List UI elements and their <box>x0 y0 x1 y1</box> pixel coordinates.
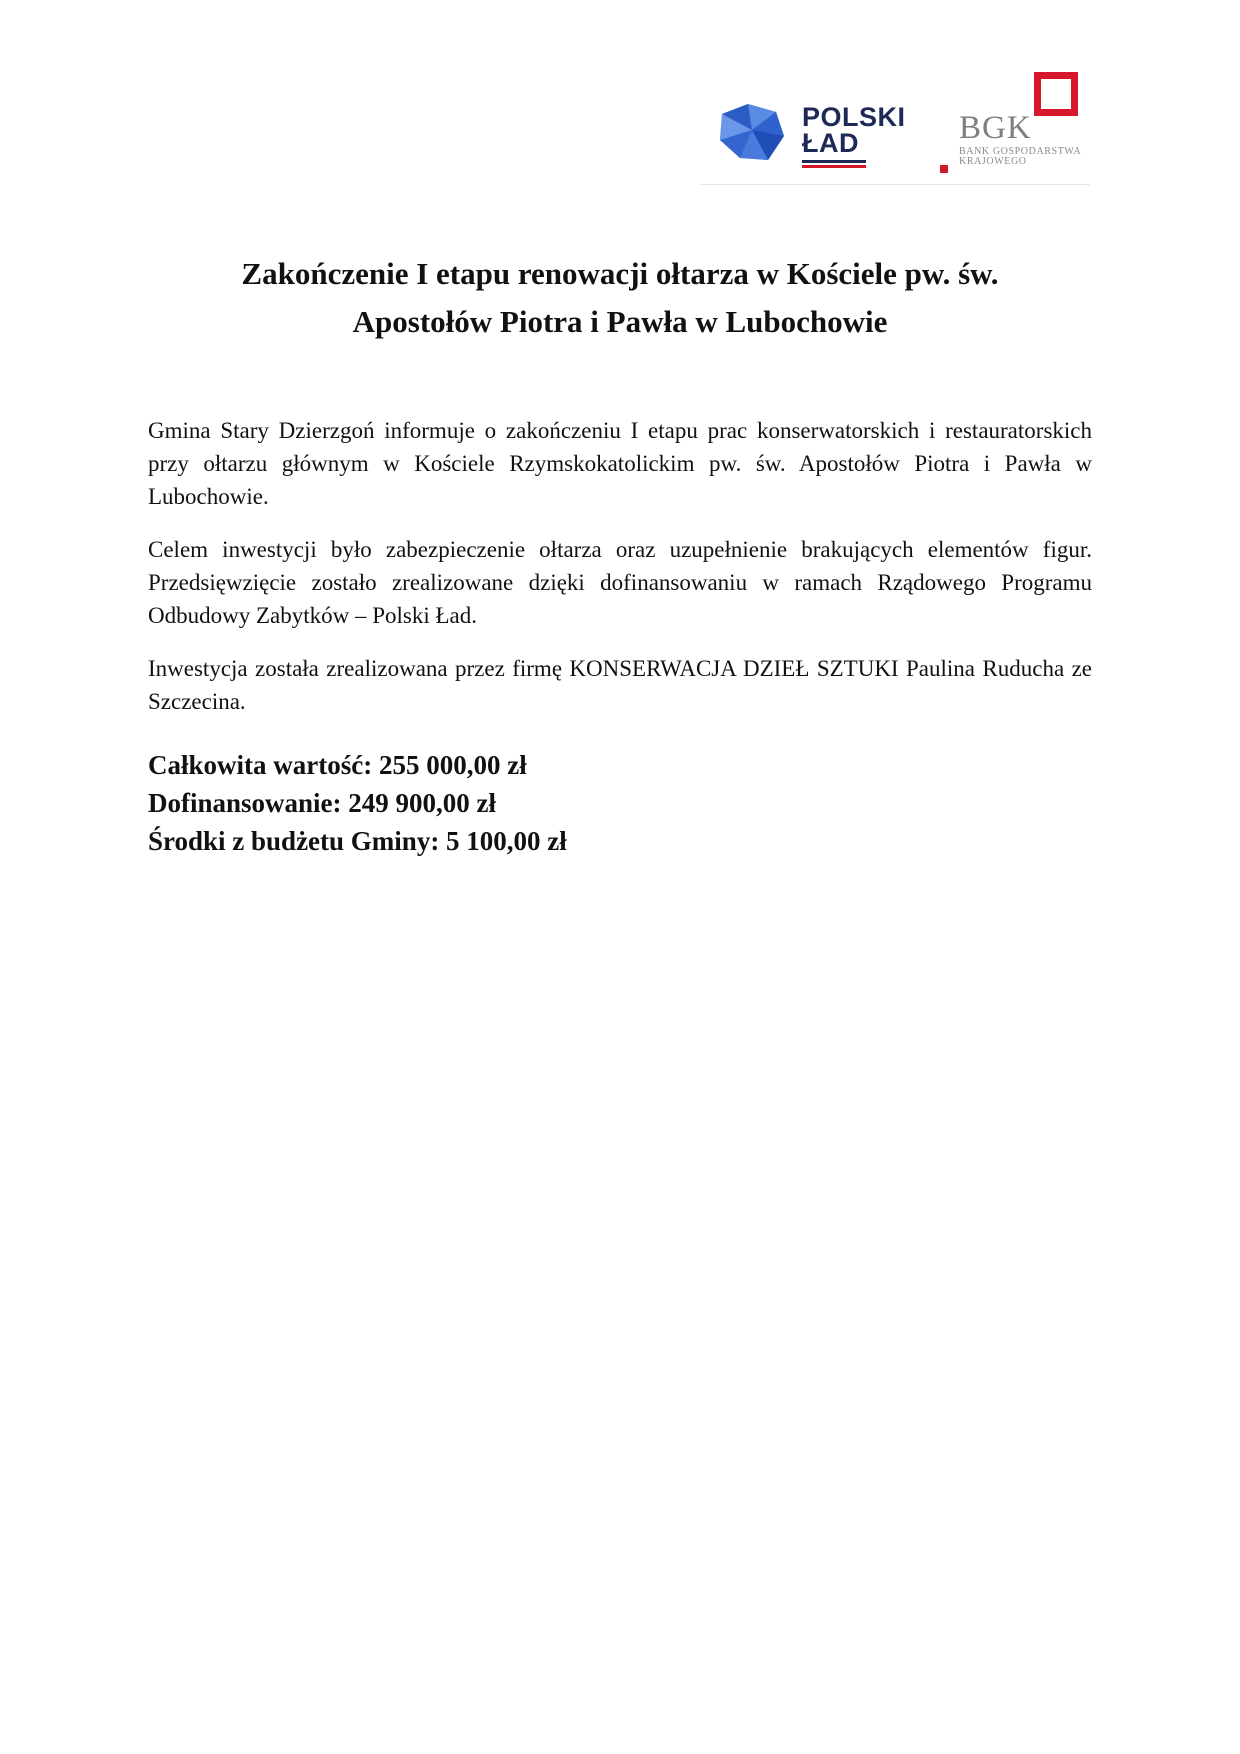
polski-lad-line1: POLSKI <box>802 102 906 132</box>
bgk-logo <box>940 72 1090 182</box>
title-line-2: Apostołów Piotra i Pawła w Lubochowie <box>352 304 888 339</box>
bgk-subtitle <box>959 147 1081 167</box>
bgk-subtitle-line1: BANK GOSPODARSTWA <box>959 146 1082 157</box>
paragraph-contractor: Inwestycja została zrealizowana przez firmę KONSERWACJA DZIEŁ SZTUKI Paulina Ruducha ze Szczecina. <box>148 656 1092 714</box>
paragraph-intro: Gmina Stary Dzierzgoń informuje o zakończeniu I etapu prac konserwatorskich i restauratorskich przy ołtarzu głównym w Kościele Rzymskokatolickim pw. św. Apostołów Piotra i Pawła w Lubochowie. <box>148 418 1092 509</box>
polski-lad-logo <box>718 100 906 170</box>
title-line-1: Zakończenie I etapu renowacji ołtarza w Kościele pw. św. <box>241 256 999 291</box>
polski-lad-stripe-red <box>802 165 866 168</box>
bgk-subtitle-line2: KRAJOWEGO <box>959 156 1027 167</box>
bgk-dot-icon <box>940 165 948 173</box>
municipal-budget-amount: Środki z budżetu Gminy: 5 100,00 zł <box>148 826 567 856</box>
bgk-square-icon <box>1034 72 1078 116</box>
document-body <box>148 414 1092 860</box>
logo-header <box>700 72 1090 185</box>
polski-lad-emblem-icon <box>718 102 786 164</box>
polski-lad-line2: ŁAD <box>802 128 859 158</box>
bgk-letters: BGK <box>959 110 1032 146</box>
polski-lad-stripe-navy <box>802 160 866 163</box>
total-value: Całkowita wartość: 255 000,00 zł <box>148 750 527 780</box>
funding-amount: Dofinansowanie: 249 900,00 zł <box>148 788 497 818</box>
financial-summary <box>148 746 1092 860</box>
document-title <box>148 250 1092 346</box>
paragraph-goal: Celem inwestycji było zabezpieczenie ołtarza oraz uzupełnienie brakujących elementów figur. Przedsięwzięcie zostało zrealizowane dzięki dofinansowaniu w ramach Rządowego Programu Odbudowy Zabytków – Polski Ład. <box>148 537 1092 628</box>
